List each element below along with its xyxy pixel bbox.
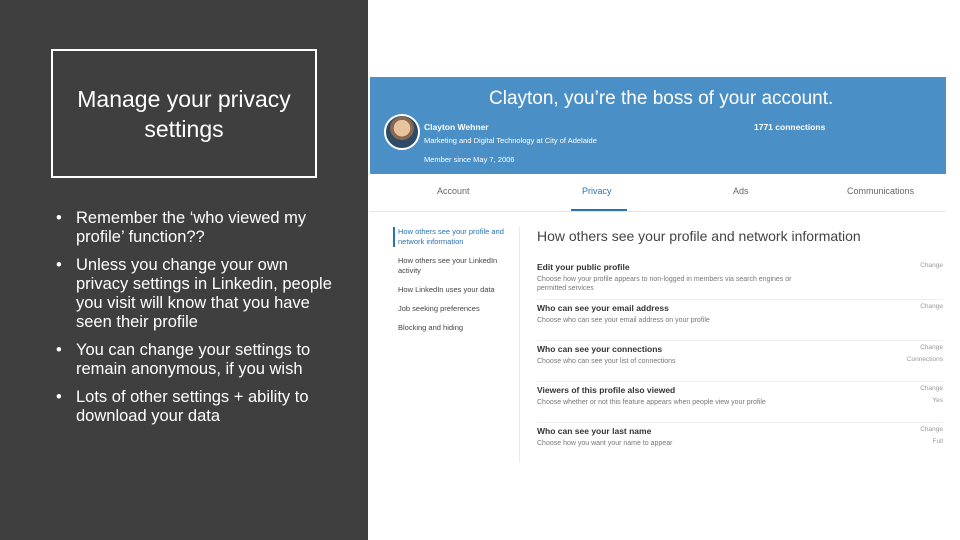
linkedin-screenshot	[370, 77, 946, 467]
left-panel	[0, 0, 368, 540]
connections-count[interactable]: 1771 connections	[754, 122, 826, 132]
user-title: Marketing and Digital Technology at City of Adelaide	[424, 136, 597, 145]
setting-title[interactable]: Edit your public profile	[537, 262, 630, 272]
setting-description: Choose whether or not this feature appears when people view your profile	[537, 399, 766, 406]
change-link[interactable]: Change	[920, 344, 943, 351]
bullet-item: • Lots of other settings + ability to download your data	[56, 388, 336, 426]
account-headline: Clayton, you’re the boss of your account.	[489, 88, 834, 109]
setting-title[interactable]: Who can see your connections	[537, 344, 663, 354]
privacy-content	[537, 228, 943, 464]
setting-title[interactable]: Viewers of this profile also viewed	[537, 385, 676, 395]
setting-row	[537, 423, 943, 464]
setting-description: Choose who can see your email address on your profile	[537, 317, 710, 324]
setting-description: Choose how your profile appears to non-logged in members via search engines or permitted services	[537, 276, 792, 292]
account-header	[370, 77, 946, 174]
setting-row	[537, 300, 943, 341]
side-nav-blocking[interactable]: Blocking and hiding	[398, 323, 464, 332]
setting-value: Full	[932, 438, 943, 445]
tab-privacy[interactable]: Privacy	[582, 186, 612, 196]
section-title: How others see your profile and network information	[537, 228, 861, 244]
bullet-item: • You can change your settings to remain anonymous, if you wish	[56, 341, 336, 379]
active-tab-indicator	[571, 209, 627, 211]
setting-value: Yes	[932, 397, 943, 404]
bullet-item: • Remember the ‘who viewed my profile’ function??	[56, 209, 336, 247]
change-link[interactable]: Change	[920, 426, 943, 433]
side-nav-data-use[interactable]: How LinkedIn uses your data	[398, 285, 495, 294]
bullet-item: • Unless you change your own privacy settings in Linkedin, people you visit will know that you have seen their profile	[56, 256, 336, 332]
setting-value: Connections	[906, 356, 943, 363]
side-nav-job-seeking[interactable]: Job seeking preferences	[398, 304, 480, 313]
avatar[interactable]	[384, 114, 420, 150]
setting-row	[537, 382, 943, 423]
setting-row	[537, 341, 943, 382]
user-name[interactable]: Clayton Wehner	[424, 122, 489, 132]
privacy-side-nav	[398, 227, 520, 462]
bullet-list	[56, 209, 336, 435]
slide-title-box	[51, 49, 317, 178]
change-link[interactable]: Change	[920, 385, 943, 392]
change-link[interactable]: Change	[920, 303, 943, 310]
change-link[interactable]: Change	[920, 262, 943, 269]
slide-title: Manage your privacy settings	[77, 85, 291, 142]
setting-description: Choose how you want your name to appear	[537, 440, 673, 447]
setting-title[interactable]: Who can see your last name	[537, 426, 652, 436]
setting-title[interactable]: Who can see your email address	[537, 303, 669, 313]
tab-communications[interactable]: Communications	[847, 186, 915, 196]
side-nav-profile-network[interactable]: How others see your profile and network information	[393, 227, 519, 247]
setting-description: Choose who can see your list of connections	[537, 358, 676, 365]
tab-ads[interactable]: Ads	[733, 186, 749, 196]
side-nav-linkedin-activity[interactable]: How others see your LinkedIn activity	[398, 256, 498, 275]
settings-tabs	[370, 174, 946, 212]
member-since: Member since May 7, 2006	[424, 155, 515, 164]
setting-row	[537, 259, 943, 300]
tab-account[interactable]: Account	[437, 186, 470, 196]
